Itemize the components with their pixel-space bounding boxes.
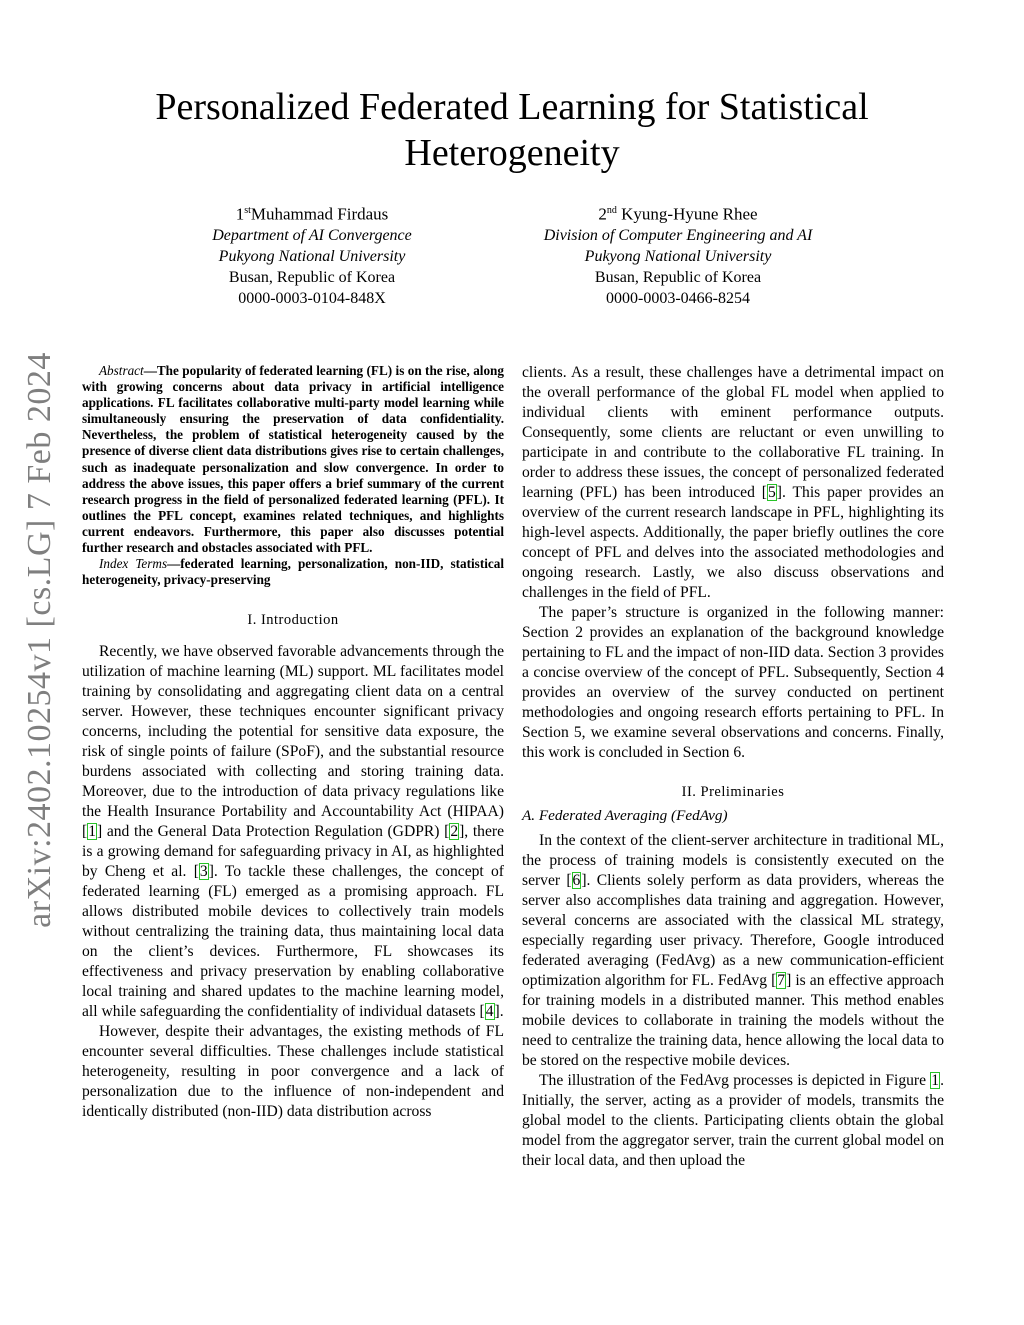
arxiv-identifier-text: arXiv:2402.10254v1 [cs.LG] 7 Feb 2024 <box>21 352 58 928</box>
section-heading-preliminaries: II. Preliminaries <box>681 784 785 800</box>
intro-paragraph-2: However, despite their advantages, the existing methods of FL encounter several difficulties. These challenges include statistical heterogeneity, resulting in poor convergence and a lack of personalization due to the influence of non-independent and identically distributed (non-IID) data distribution across <box>82 1023 504 1121</box>
intro-paragraph-1: Recently, we have observed favorable advancements through the utilization of machine learning (ML) support. ML facilitates model training by consolidating and aggregating client data on a central server. However, these techniques encounter significant privacy concerns, including the potential for sensitive data exposure, the risk of single points of failure (SPoF), and the substantial resource burdens associated with collecting and storing training data. Moreover, due to the introduction of data privacy regulations like the Health Insurance Portability and Accountability Act (HIPAA) [1] and the General Data Protection Regulation (GDPR) [2], there is a growing demand for safeguarding privacy in AI, as highlighted by Cheng et al. [3]. To tackle these challenges, the concept of federated learning (FL) emerged as a promising approach. FL allows distributed mobile devices to collectively train models without centralizing the training data, thus maintaining local data on the client’s devices. Furthermore, FL showcases its effectiveness and privacy preservation by enabling collaborative local training and shared updates to the machine learning model, all while safeguarding the confidentiality of individual datasets [4]. <box>82 643 504 1021</box>
author-university: Pukyong National University <box>218 247 406 265</box>
intro-paragraph-3: The paper’s structure is organized in the following manner: Section 2 provides an explanation of the background knowledge pertaining to FL and the impact of non-IID data. Section 3 provides a concise overview of the concept of PFL. Subsequently, Section 4 provides an overview of the survey conducted on pertinent methodologies and ongoing research efforts pertaining to PFL. In Section 5, we examine several observations and concerns. Finally, this work is concluded in Section 6. <box>522 604 944 761</box>
subsection-heading-fedavg: A. Federated Averaging (FedAvg) <box>522 807 728 824</box>
author-name: 2nd Kyung-Hyune Rhee <box>598 204 758 224</box>
author-location: Busan, Republic of Korea <box>228 268 396 286</box>
intro-paragraph-2-continued: clients. As a result, these challenges have a detrimental impact on the overall performance of the global FL model when applied to individual clients with eminent performance outputs. Consequently, some clients are reluctant or even unwilling to participate in and contribute to the collaborative FL training. In order to address these issues, the concept of personalized federated learning (PFL) has been introduced [5]. This paper provides an overview of the current research landscape in PFL, highlighting its high-level aspects. Additionally, the paper briefly outlines the core concept of PFL and delves into the associated methodologies and ongoing research. Lastly, we also discuss observations and challenges in the field of PFL. <box>522 364 944 601</box>
author-orcid: 0000-0003-0104-848X <box>238 289 386 307</box>
index-terms: Index Terms—federated learning, personalization, non-IID, statistical heterogeneity, privacy-preserving <box>82 556 504 588</box>
figure-reference-link[interactable]: 1 <box>931 1072 940 1089</box>
paper-title: Personalized Federated Learning for Statistical Heterogeneity <box>155 86 869 174</box>
author-location: Busan, Republic of Korea <box>594 268 762 286</box>
fedavg-paragraph-1: In the context of the client-server architecture in traditional ML, the process of training models is consistently executed on the server [6]. Clients solely perform as data providers, whereas the server also accomplishes data training and aggregation. However, several concerns are associated with the classical ML strategy, especially regarding user privacy. Therefore, Google introduced federated averaging (FedAvg) as a new communication-efficient optimization algorithm for FL. FedAvg [7] is an effective approach for training models in a distributed manner. This method enables mobile devices to collaborate in training the models without the need to centralize the training data, hence allowing the local data to be stored on the respective mobile devices. <box>522 832 945 1069</box>
fedavg-paragraph-2: The illustration of the FedAvg processes is depicted in Figure 1. Initially, the server, acting as a provider of models, transmits the global model to the clients. Participating clients obtain the global model from the aggregator server, train the current global model on their local data, and then upload the <box>522 1072 944 1169</box>
citation-link[interactable]: 2 <box>450 823 459 841</box>
author-department: Department of AI Convergence <box>212 226 412 244</box>
author-block-1 <box>122 200 502 309</box>
author-name: 1stMuhammad Firdaus <box>235 204 389 224</box>
citation-link[interactable]: 7 <box>777 972 786 989</box>
author-orcid: 0000-0003-0466-8254 <box>606 289 750 307</box>
citation-link[interactable]: 6 <box>572 872 581 889</box>
citation-link[interactable]: 3 <box>199 863 208 881</box>
citation-link[interactable]: 4 <box>485 1003 494 1021</box>
section-heading-introduction: I. Introduction <box>247 612 339 629</box>
right-column <box>522 363 944 1171</box>
author-block-2 <box>488 200 868 309</box>
author-university: Pukyong National University <box>584 247 772 265</box>
citation-link[interactable]: 5 <box>767 484 776 501</box>
citation-link[interactable]: 1 <box>88 823 96 841</box>
abstract: Abstract—The popularity of federated learning (FL) is on the rise, along with growing concerns about data privacy in artificial intelligence applications. FL facilitates collaborative multi-party model learning while simultaneously ensuring the preservation of data confidentiality. Nevertheless, the problem of statistical heterogeneity caused by the presence of diverse client data distributions gives rise to certain challenges, such as inadequate personalization and slow convergence. In order to address the above issues, this paper offers a brief summary of the current research progress in the field of personalized federated learning (PFL). It outlines the PFL concept, examines related techniques, and highlights current endeavors. Furthermore, this paper also discusses potential further research and obstacles associated with PFL. <box>82 363 504 556</box>
author-department: Division of Computer Engineering and AI <box>543 226 813 244</box>
left-column <box>82 363 504 1122</box>
